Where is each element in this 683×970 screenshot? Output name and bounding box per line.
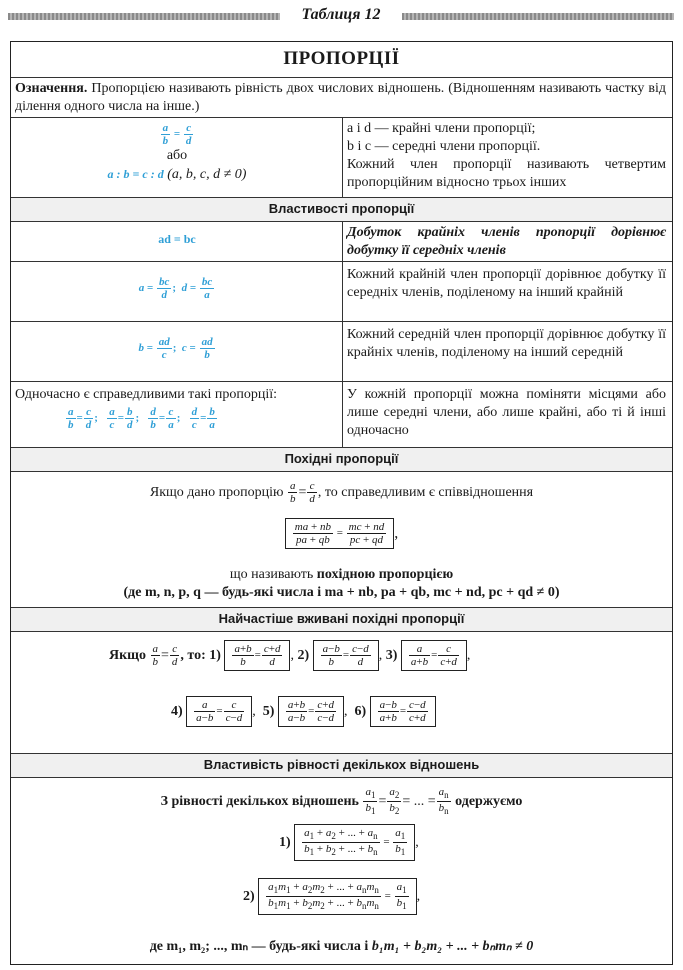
simultaneous-label: Одночасно є справедливими такі пропорції: xyxy=(15,387,278,402)
simultaneous-formulas: $\frac{a}{b}$ = $\frac{c}{d}$ ; $\frac{a}{c}$ = $\frac{b}{d}$ ; $\frac{d}{b}$ = $\frac{c}{a}$ ; $\frac{d}{c}$ = $\frac{b}{a}$ xyxy=(68,406,215,432)
column-divider xyxy=(342,322,343,381)
derived-called: що називають похідною пропорцією xyxy=(229,567,454,582)
definition-lead: Означення. xyxy=(15,81,88,96)
extreme-terms-row xyxy=(11,262,672,322)
definition-text xyxy=(15,80,666,116)
page-header xyxy=(0,6,683,28)
multi-footer: де m₁, m₂; ..., mₙ — будь-які числа і b₁m₁ + b₂m₂ + ... + bₙmₙ ≠ 0 xyxy=(149,939,534,954)
common-line-1: Якщо $\frac{a}{b}$ = $\frac{c}{d}$ , то: 1) $\frac{a+b}{b}$ = $\frac{c+d}{d}$ , 2) $\frac{a-b}{b}$ = $\frac{c-d}{d}$ , 3) $\frac{a}{a+b}$ = $\frac{c}{c+d}$ , xyxy=(109,640,470,671)
extreme-terms-formula: a = $\frac{bc}{d}$ ; d = $\frac{bc}{a}$ xyxy=(138,276,213,302)
colon-proportion: a : b = c : d (a, b, c, d ≠ 0) xyxy=(107,167,247,183)
common-heading-row xyxy=(11,608,672,632)
extremes-text: a і d — крайні члени пропорції; xyxy=(347,121,536,136)
derived-row xyxy=(11,472,672,608)
mean-terms-formula: b = $\frac{ad}{c}$ ; c = $\frac{ad}{b}$ xyxy=(138,336,213,362)
multi-row xyxy=(11,778,672,964)
fourth-proportional-text: Кожний член пропорції називають четвертим пропорційним відносно трьох інших xyxy=(347,157,666,190)
main-property-text: Добуток крайніх членів пропорції дорівнює добутку її середніх членів xyxy=(347,225,666,258)
page-title: ПРОПОРЦІЇ xyxy=(283,48,400,69)
main-property-row xyxy=(11,222,672,262)
derived-formula: $\frac{ma + nb}{pa + qb}$ = $\frac{mc + nd}{pc + qd}$ , xyxy=(11,518,672,549)
header-rule-left xyxy=(8,13,280,20)
or-label: або xyxy=(166,148,188,164)
common-row xyxy=(11,632,672,754)
common-heading: Найчастіше вживані похідні пропорції xyxy=(218,611,465,626)
proportions-table xyxy=(10,41,673,965)
swap-text: У кожній пропорції можна поміняти місцями або лише середні члени, або лише крайні, або ті й інші одночасно xyxy=(347,387,666,438)
multi-formula-1: 1) $\frac{a_1 + a_2 + ... + a_n}{b_1 + b_2 + ... + b_n}$ = $\frac{a_1}{b_1}$ , xyxy=(279,824,419,861)
simultaneous-row xyxy=(11,382,672,448)
mean-terms-text: Кожний середній член пропорції дорівнює добутку її крайніх членів, поділеному на інший середній xyxy=(347,327,666,360)
multi-formula-2: 2) $\frac{a_1m_1 + a_2m_2 + ... + a_nm_n}{b_1m_1 + b_2m_2 + ... + b_nm_n}$ = $\frac{a_1}{b_1}$ , xyxy=(243,878,420,915)
table-label: Таблиця 12 xyxy=(301,6,381,23)
derived-heading-row xyxy=(11,448,672,472)
derived-condition: (де m, n, p, q — будь-які числа і ma + nb, pa + qb, mc + nd, pc + qd ≠ 0) xyxy=(123,585,560,600)
multi-intro: З рівності декількох відношень $\frac{a_1}{b_1}$ = $\frac{a_2}{b_2}$ = ... = $\frac{a_n}{b_n}$ одержуємо xyxy=(160,786,523,817)
simultaneous-cell xyxy=(15,386,339,431)
common-line-2: 4) $\frac{a}{a-b}$ = $\frac{c}{c-d}$ , 5) $\frac{a+b}{a-b}$ = $\frac{c+d}{c-d}$ , 6) $\frac{a-b}{a+b}$ = $\frac{c-d}{c+d}$ xyxy=(171,696,436,727)
definition-row xyxy=(11,78,672,118)
properties-heading-row xyxy=(11,198,672,222)
multi-heading-row xyxy=(11,754,672,778)
properties-heading: Властивості пропорції xyxy=(268,201,415,216)
forms-row xyxy=(11,118,672,198)
column-divider xyxy=(342,382,343,447)
forms-description xyxy=(347,120,666,192)
derived-heading: Похідні пропорції xyxy=(284,451,399,466)
header-rule-right xyxy=(402,13,674,20)
definition-body: Пропорцією називають рівність двох числових відношень. (Відношенням називають частку від ділення одного числа на інше.) xyxy=(15,81,666,114)
means-text: b і c — середні члени пропорції. xyxy=(347,139,541,154)
multi-heading: Властивість рівності декількох відношень xyxy=(203,757,480,772)
derived-intro: Якщо дано пропорцію $\frac{a}{b}$ = $\frac{c}{d}$ , то справедливим є співвідношення xyxy=(149,480,534,506)
fraction-proportion: $\frac{a}{b}$ = $\frac{c}{d}$ xyxy=(162,122,192,148)
extreme-terms-text: Кожний крайній член пропорції дорівнює добутку її середніх членів, поділеному на інший крайній xyxy=(347,267,666,300)
title-row xyxy=(11,42,672,78)
main-property-formula: ad = bc xyxy=(158,232,196,246)
column-divider xyxy=(342,118,343,197)
forms-formulas xyxy=(15,122,339,184)
mean-terms-row xyxy=(11,322,672,382)
column-divider xyxy=(342,262,343,321)
column-divider xyxy=(342,222,343,261)
